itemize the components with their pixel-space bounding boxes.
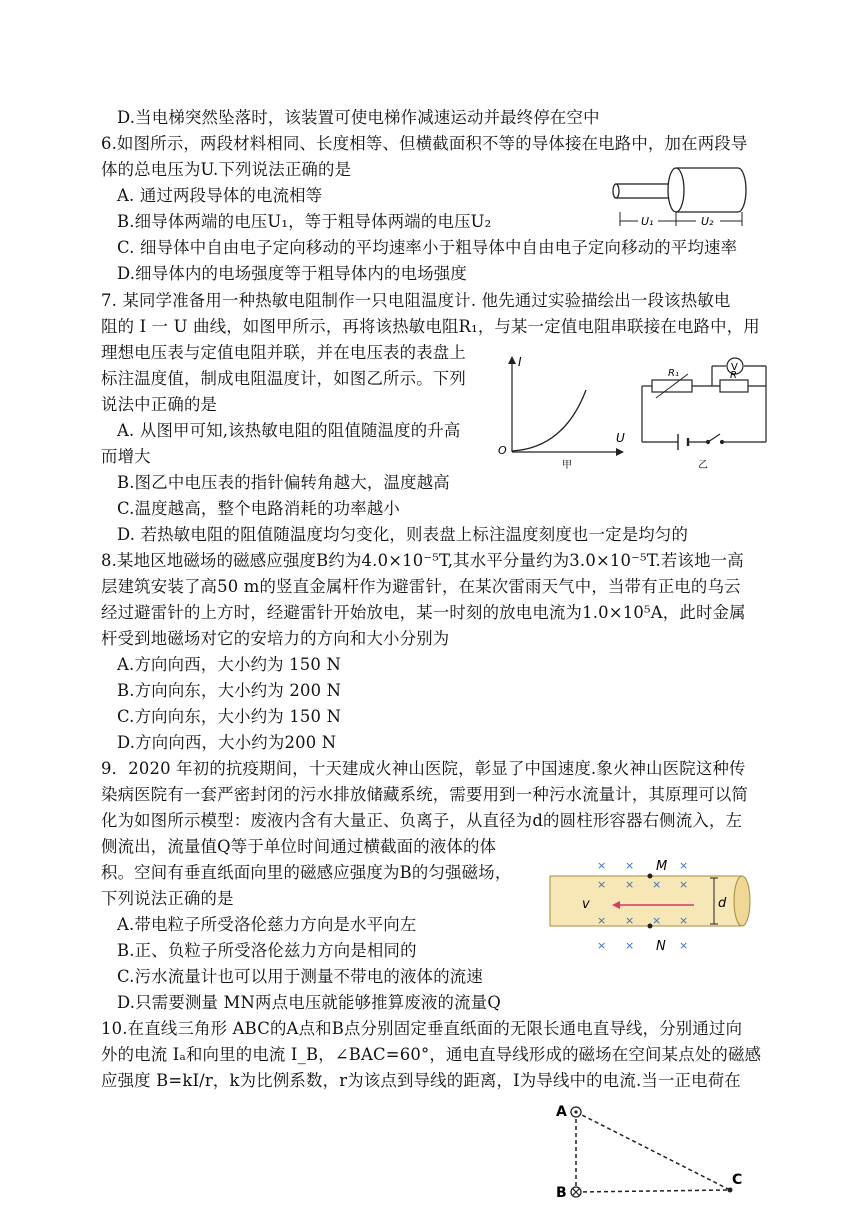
wire-b-inward <box>571 1187 581 1197</box>
yi-label: 乙 <box>698 460 708 471</box>
svg-text:×: × <box>597 939 607 952</box>
q9-stem-line-3: 化为如图所示模型：废液内含有大量正、负离子，从直径为d的圆柱形容器右侧流入，左 <box>101 811 743 830</box>
m-label: M <box>656 859 668 874</box>
q6-option-b: B.细导体两端的电压U₁，等于粗导体两端的电压U₂ <box>117 212 492 231</box>
q7-option-a: A. 从图甲可知,该热敏电阻的阻值随温度的升高 <box>117 421 461 440</box>
q7-stem-line-5: 说法中正确的是 <box>101 395 218 414</box>
q8-option-c: C.方向向东，大小约为 150 N <box>117 707 342 726</box>
i-axis-label: I <box>518 355 522 369</box>
u2-label: U₂ <box>701 215 714 228</box>
point-m <box>648 874 653 879</box>
q9-option-b: B.正、负粒子所受洛伦兹力方向是相同的 <box>117 941 417 960</box>
q6-option-c: C. 细导体中自由电子定向移动的平均速率小于粗导体中自由电子定向移动的平均速率 <box>117 238 738 257</box>
svg-text:×: × <box>597 859 607 872</box>
resistor-r <box>720 380 748 392</box>
svg-text:×: × <box>679 859 689 872</box>
q9-stem-line-2: 染病医院有一套严密封闭的污水排放储藏系统，需要用到一种污水流量计，其原理可以简 <box>101 785 749 804</box>
svg-text:×: × <box>625 939 635 952</box>
q9-flowmeter-figure <box>546 850 758 956</box>
q7-iu-graph <box>494 350 634 472</box>
pipe-body <box>550 876 742 926</box>
u-axis-label: U <box>616 431 625 445</box>
svg-text:×: × <box>597 914 607 927</box>
q6-stem-line-2: 体的总电压为U.下列说法正确的是 <box>101 160 352 179</box>
voltage-markers <box>620 212 742 226</box>
svg-text:×: × <box>597 878 607 891</box>
q10-stem-line-2: 外的电流 Iₐ和向里的电流 I_B，∠BAC=60°，通电直导线形成的磁场在空间某点处的磁感 <box>101 1045 762 1064</box>
q8-stem-line-3: 经过避雷针的上方时，经避雷针开始放电，某一时刻的放电电流为1.0×10⁵A，此时金属 <box>101 603 746 622</box>
wire-a-outward <box>571 1107 581 1117</box>
q9-option-c: C.污水流量计也可以用于测量不带电的液体的流速 <box>117 967 483 986</box>
q9-option-a: A.带电粒子所受洛伦慈力方向是水平向左 <box>117 915 417 934</box>
thin-conductor <box>613 184 676 198</box>
q8-stem-line-4: 杆受到地磁场对它的安培力的方向和大小分别为 <box>101 629 450 648</box>
c-label: C <box>732 1172 743 1188</box>
q8-option-a: A.方向向西，大小约为 150 N <box>117 655 342 674</box>
iu-curve <box>512 390 586 451</box>
q7-stem-line-1: 7. 某同学准备用一种热敏电阻制作一只电阻温度计. 他先通过实验描绘出一段该热敏电 <box>101 291 731 310</box>
voltmeter-label: V <box>731 362 738 373</box>
q9-stem-line-6: 下列说法正确的是 <box>101 889 234 908</box>
q8-option-d: D.方向向西，大小约为200 N <box>117 733 337 752</box>
q10-stem-line-1: 10.在直线三角形 ABC的A点和B点分别固定垂直纸面的无限长通电直导线，分别通过向 <box>101 1019 743 1038</box>
q10-triangle-figure <box>548 1098 748 1208</box>
q7-stem-line-4: 标注温度值，制成电阻温度计，如图乙所示。下列 <box>101 369 466 388</box>
b-label: B <box>556 1185 567 1201</box>
q7-circuit-diagram <box>636 356 774 474</box>
side-ac <box>576 1112 730 1190</box>
q5-option-d: D.当电梯突然坠落时，该装置可使电梯作减速运动并最终停在空中 <box>117 108 600 127</box>
svg-text:×: × <box>625 859 635 872</box>
svg-text:×: × <box>652 914 662 927</box>
r1-label: R₁ <box>668 368 679 379</box>
q9-stem-line-4: 侧流出，流量值Q等于单位时间通过横截面的液体的体 <box>101 837 497 856</box>
n-label: N <box>656 939 666 954</box>
origin-label: O <box>498 444 507 457</box>
q8-option-b: B.方向向东，大小约为 200 N <box>117 681 342 700</box>
q10-stem-line-3: 应强度 B=kI/r，k为比例系数，r为该点到导线的距离，I为导线中的电流.当一正电荷在 <box>101 1071 741 1090</box>
svg-text:×: × <box>679 914 689 927</box>
svg-text:×: × <box>679 878 689 891</box>
q8-stem-line-1: 8.某地区地磁场的磁感应强度B约为4.0×10⁻⁵T,其水平分量约为3.0×10⁻⁵T.若该地一高 <box>101 551 744 570</box>
svg-text:×: × <box>625 914 635 927</box>
side-bc <box>576 1190 730 1192</box>
svg-text:×: × <box>652 878 662 891</box>
q6-option-d: D.细导体内的电场强度等于粗导体内的电场强度 <box>117 264 467 283</box>
q7-stem-line-3: 理想电压表与定值电阻并联，并在电压表的表盘上 <box>101 343 466 362</box>
q9-option-d: D.只需要测量 MN两点电压就能够推算废液的流量Q <box>117 993 501 1012</box>
q7-option-d: D. 若热敏电阻的阻值随温度均匀变化，则表盘上标注温度刻度也一定是均匀的 <box>117 525 689 544</box>
point-c <box>728 1188 733 1193</box>
u1-label: U₁ <box>641 215 654 228</box>
svg-text:×: × <box>679 939 689 952</box>
switch <box>707 434 724 444</box>
q6-stem-line-1: 6.如图所示，两段材料相同、长度相等、但横截面积不等的导体接在电路中，加在两段导 <box>101 134 748 153</box>
q9-stem-line-1: 9．2020 年初的抗疫期间，十天建成火神山医院，彰显了中国速度.象火神山医院这种传 <box>101 759 746 778</box>
velocity-label: v <box>582 897 590 912</box>
diameter-label: d <box>718 896 727 911</box>
jia-label: 甲 <box>562 460 572 471</box>
q6-conductor-figure <box>608 160 758 236</box>
r-label: R <box>730 370 737 381</box>
q7-option-c: C.温度越高，整个电路消耗的功率越小 <box>117 499 401 518</box>
q7-option-b: B.图乙中电压表的指针偏转角越大，温度越高 <box>117 473 450 492</box>
q7-option-a-cont: 而增大 <box>101 447 151 466</box>
q7-stem-line-2: 阻的 I 一 U 曲线，如图甲所示，再将该热敏电阻R₁，与某一定值电阻串联接在电路中，用 <box>101 317 760 336</box>
thick-conductor <box>668 168 746 212</box>
svg-text:×: × <box>625 878 635 891</box>
battery <box>678 434 688 450</box>
a-label: A <box>556 1104 567 1120</box>
point-n <box>648 924 653 929</box>
pipe-end <box>734 876 750 926</box>
q6-option-a: A. 通过两段导体的电流相等 <box>117 186 323 205</box>
q8-stem-line-2: 层建筑安装了高50 m的竖直金属杆作为避雷针，在某次雷雨天气中，当带有正电的乌云 <box>101 577 741 596</box>
q9-stem-line-5: 积。空间有垂直纸面向里的磁感应强度为B的匀强磁场， <box>101 863 512 882</box>
